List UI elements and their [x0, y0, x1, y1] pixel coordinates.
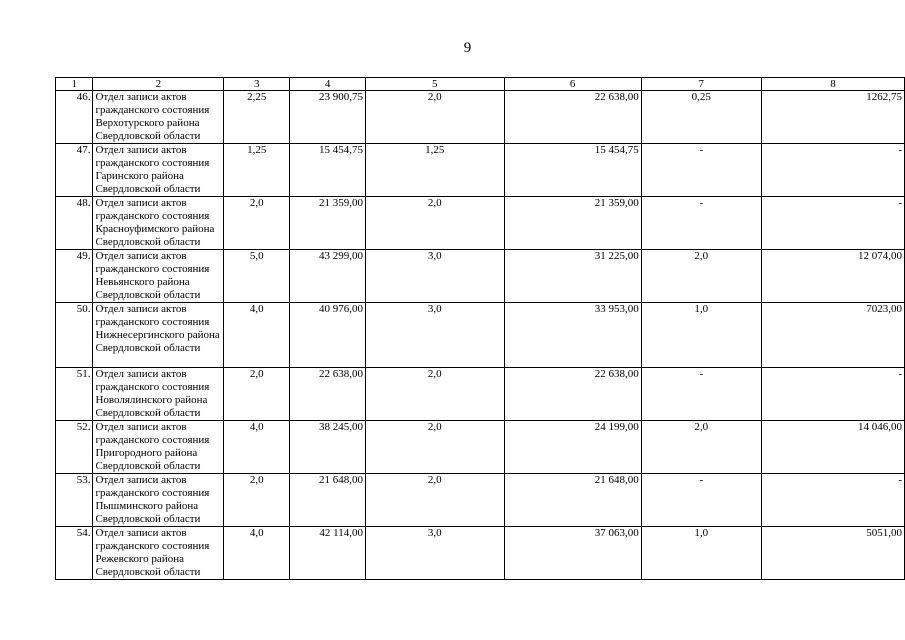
- cell-col6: 22 638,00: [504, 91, 641, 144]
- cell-col4: 42 114,00: [290, 527, 366, 580]
- table-header-row: [56, 78, 905, 91]
- cell-col4: 21 648,00: [290, 474, 366, 527]
- cell-col7: -: [641, 474, 761, 527]
- cell-col7: 1,0: [641, 303, 761, 368]
- cell-col4: 15 454,75: [290, 144, 366, 197]
- cell-col7: 1,0: [641, 527, 761, 580]
- cell-col6: 21 648,00: [504, 474, 641, 527]
- cell-col4: 40 976,00: [290, 303, 366, 368]
- cell-col8: -: [761, 368, 904, 421]
- column-header: 1: [56, 78, 93, 91]
- cell-col7: 2,0: [641, 421, 761, 474]
- cell-col4: 21 359,00: [290, 197, 366, 250]
- row-number: 47.: [56, 144, 93, 197]
- cell-col3: 5,0: [224, 250, 290, 303]
- cell-col6: 37 063,00: [504, 527, 641, 580]
- cell-col5: 2,0: [365, 474, 504, 527]
- row-number: 53.: [56, 474, 93, 527]
- cell-col8: 14 046,00: [761, 421, 904, 474]
- row-number: 54.: [56, 527, 93, 580]
- cell-col7: -: [641, 144, 761, 197]
- cell-col4: 22 638,00: [290, 368, 366, 421]
- row-number: 51.: [56, 368, 93, 421]
- cell-col7: -: [641, 197, 761, 250]
- cell-col8: 1262,75: [761, 91, 904, 144]
- column-header: 4: [290, 78, 366, 91]
- row-number: 48.: [56, 197, 93, 250]
- table-row: [56, 144, 905, 197]
- row-number: 50.: [56, 303, 93, 368]
- department-name: Отдел записи актов гражданского состояния Красноуфимского района Свердловской области: [93, 197, 224, 250]
- cell-col5: 2,0: [365, 421, 504, 474]
- cell-col4: 38 245,00: [290, 421, 366, 474]
- cell-col7: 0,25: [641, 91, 761, 144]
- table-row: [56, 303, 905, 368]
- table-row: [56, 197, 905, 250]
- table-row: [56, 91, 905, 144]
- cell-col8: 5051,00: [761, 527, 904, 580]
- cell-col6: 31 225,00: [504, 250, 641, 303]
- cell-col3: 2,25: [224, 91, 290, 144]
- column-header: 5: [365, 78, 504, 91]
- table-row: [56, 527, 905, 580]
- department-name: Отдел записи актов гражданского состояния Нижнесергинского района Свердловской области: [93, 303, 224, 368]
- cell-col5: 1,25: [365, 144, 504, 197]
- row-number: 46.: [56, 91, 93, 144]
- cell-col3: 2,0: [224, 474, 290, 527]
- cell-col3: 2,0: [224, 197, 290, 250]
- cell-col6: 15 454,75: [504, 144, 641, 197]
- cell-col8: 7023,00: [761, 303, 904, 368]
- cell-col5: 2,0: [365, 91, 504, 144]
- cell-col3: 4,0: [224, 527, 290, 580]
- column-header: 7: [641, 78, 761, 91]
- cell-col5: 2,0: [365, 197, 504, 250]
- cell-col7: 2,0: [641, 250, 761, 303]
- column-header: 3: [224, 78, 290, 91]
- cell-col5: 2,0: [365, 368, 504, 421]
- department-name: Отдел записи актов гражданского состояния Режевского района Свердловской области: [93, 527, 224, 580]
- cell-col3: 4,0: [224, 421, 290, 474]
- department-name: Отдел записи актов гражданского состояния Новолялинского района Свердловской области: [93, 368, 224, 421]
- cell-col4: 43 299,00: [290, 250, 366, 303]
- department-name: Отдел записи актов гражданского состояния Пышминского района Свердловской области: [93, 474, 224, 527]
- data-table: [55, 77, 905, 580]
- cell-col8: -: [761, 197, 904, 250]
- column-header: 8: [761, 78, 904, 91]
- table-row: [56, 421, 905, 474]
- cell-col5: 3,0: [365, 527, 504, 580]
- cell-col7: -: [641, 368, 761, 421]
- cell-col6: 24 199,00: [504, 421, 641, 474]
- table-row: [56, 250, 905, 303]
- cell-col3: 2,0: [224, 368, 290, 421]
- department-name: Отдел записи актов гражданского состояния Невьянского района Свердловской области: [93, 250, 224, 303]
- table-row: [56, 474, 905, 527]
- cell-col8: -: [761, 144, 904, 197]
- cell-col3: 1,25: [224, 144, 290, 197]
- cell-col6: 22 638,00: [504, 368, 641, 421]
- table-row: [56, 368, 905, 421]
- department-name: Отдел записи актов гражданского состояния Гаринского района Свердловской области: [93, 144, 224, 197]
- column-header: 6: [504, 78, 641, 91]
- cell-col4: 23 900,75: [290, 91, 366, 144]
- column-header: 2: [93, 78, 224, 91]
- cell-col6: 33 953,00: [504, 303, 641, 368]
- cell-col8: -: [761, 474, 904, 527]
- cell-col5: 3,0: [365, 303, 504, 368]
- row-number: 49.: [56, 250, 93, 303]
- department-name: Отдел записи актов гражданского состояния Верхотурского района Свердловской области: [93, 91, 224, 144]
- department-name: Отдел записи актов гражданского состояния Пригородного района Свердловской области: [93, 421, 224, 474]
- page-number: 9: [463, 40, 472, 56]
- cell-col8: 12 074,00: [761, 250, 904, 303]
- row-number: 52.: [56, 421, 93, 474]
- cell-col5: 3,0: [365, 250, 504, 303]
- cell-col6: 21 359,00: [504, 197, 641, 250]
- cell-col3: 4,0: [224, 303, 290, 368]
